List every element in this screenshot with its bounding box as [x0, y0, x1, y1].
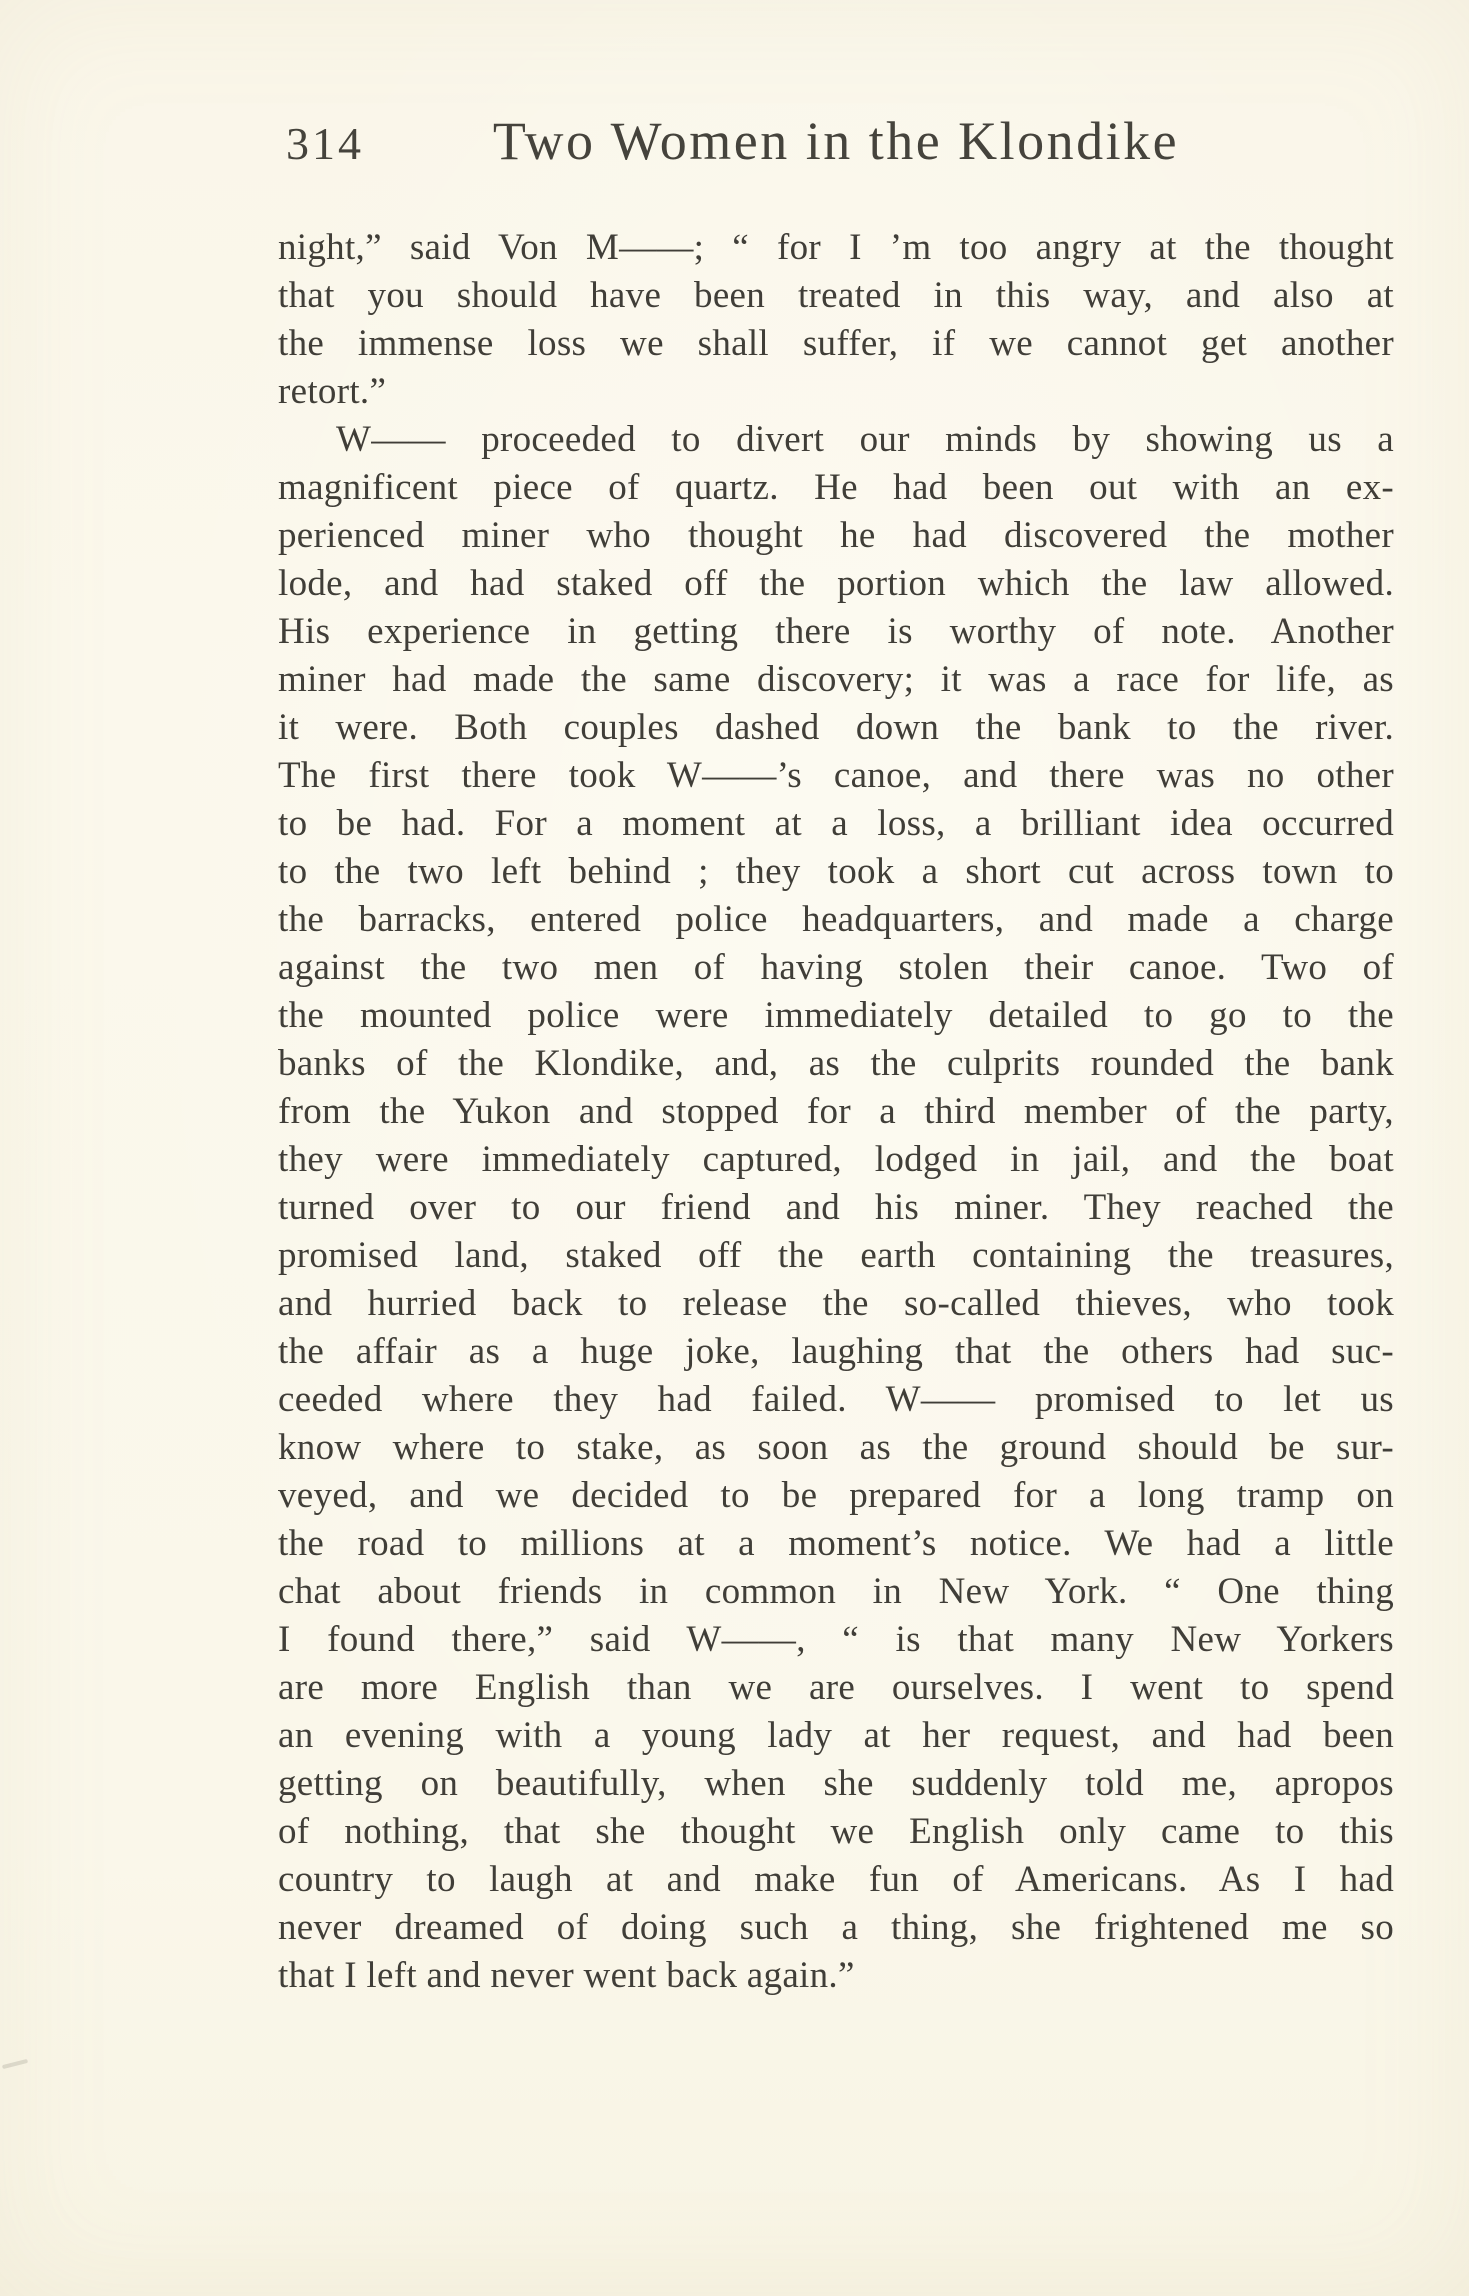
text-line: against the two men of having stolen their canoe. Two of [278, 947, 1394, 988]
text-line: retort.” [278, 371, 387, 412]
text-line: an evening with a young lady at her request, and had been [278, 1715, 1394, 1756]
text-line: country to laugh at and make fun of Americans. As I had [278, 1859, 1394, 1900]
text-line: that you should have been treated in this way, and also at [278, 275, 1394, 316]
text-line: W—— proceeded to divert our minds by showing us a [336, 419, 1394, 460]
running-title: Two Women in the Klondike [492, 111, 1180, 171]
text-line: to be had. For a moment at a loss, a brilliant idea occurred [278, 803, 1394, 844]
text-line: ceeded where they had failed. W—— promised to let us [278, 1379, 1394, 1420]
text-line: night,” said Von M——; “ for I ’m too angry at the thought [278, 227, 1394, 268]
text-line: that I left and never went back again.” [278, 1955, 855, 1996]
text-line: I found there,” said W——, “ is that many New Yorkers [278, 1619, 1394, 1660]
text-line: it were. Both couples dashed down the bank to the river. [278, 707, 1394, 748]
text-line: getting on beautifully, when she suddenly told me, apropos [278, 1763, 1394, 1804]
text-line: lode, and had staked off the portion which the law allowed. [278, 563, 1394, 604]
text-line: of nothing, that she thought we English only came to this [278, 1811, 1394, 1852]
text-line: chat about friends in common in New York. “ One thing [278, 1571, 1394, 1612]
text-line: to the two left behind ; they took a short cut across town to [278, 851, 1394, 892]
text-line: the barracks, entered police headquarters, and made a charge [278, 899, 1394, 940]
text-line: His experience in getting there is worthy of note. Another [278, 611, 1394, 652]
text-line: the road to millions at a moment’s notice. We had a little [278, 1523, 1394, 1564]
page-number: 314 [286, 118, 364, 169]
page-header [278, 100, 1394, 170]
text-line: the mounted police were immediately detailed to go to the [278, 995, 1394, 1036]
text-line: promised land, staked off the earth containing the treasures, [278, 1235, 1394, 1276]
text-line: never dreamed of doing such a thing, she frightened me so [278, 1907, 1394, 1948]
text-line: banks of the Klondike, and, as the culprits rounded the bank [278, 1043, 1394, 1084]
text-line: the affair as a huge joke, laughing that the others had suc- [278, 1331, 1394, 1372]
text-line: the immense loss we shall suffer, if we cannot get another [278, 323, 1394, 364]
text-line: are more English than we are ourselves. I went to spend [278, 1667, 1394, 1708]
body-text [278, 224, 1394, 2000]
text-line: they were immediately captured, lodged in jail, and the boat [278, 1139, 1394, 1180]
text-line: and hurried back to release the so-called thieves, who took [278, 1283, 1394, 1324]
text-line: miner had made the same discovery; it was a race for life, as [278, 659, 1394, 700]
text-line: turned over to our friend and his miner. They reached the [278, 1187, 1394, 1228]
text-line: from the Yukon and stopped for a third member of the party, [278, 1091, 1394, 1132]
text-line: know where to stake, as soon as the ground should be sur- [278, 1427, 1394, 1468]
text-line: perienced miner who thought he had discovered the mother [278, 515, 1394, 556]
text-line: veyed, and we decided to be prepared for a long tramp on [278, 1475, 1394, 1516]
text-line: magnificent piece of quartz. He had been out with an ex- [278, 467, 1394, 508]
text-line: The first there took W——’s canoe, and there was no other [278, 755, 1394, 796]
scan-smudge [2, 2059, 28, 2069]
